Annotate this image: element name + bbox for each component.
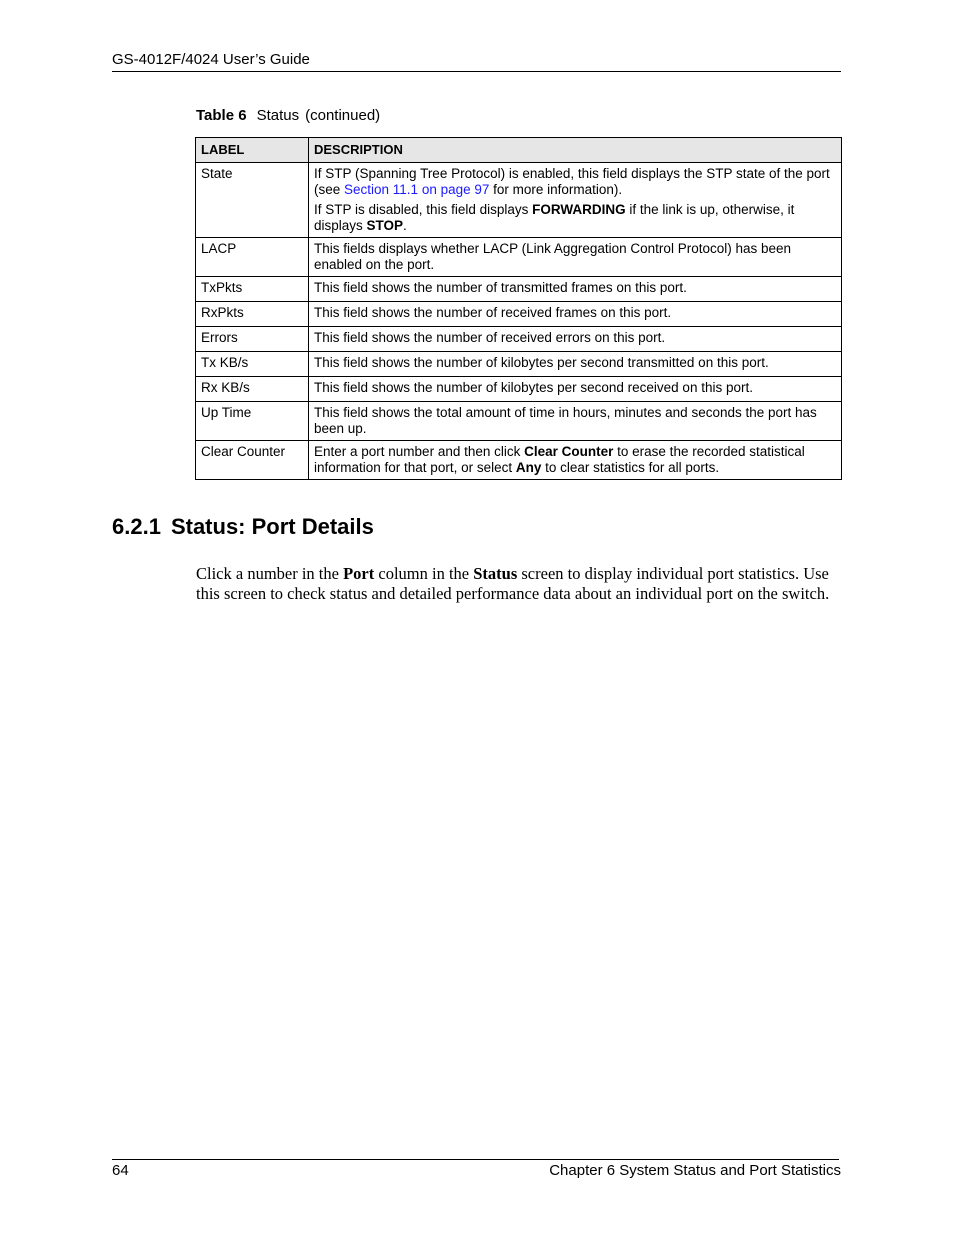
- row-label: RxPkts: [196, 302, 309, 327]
- bold-term: Status: [473, 564, 518, 583]
- table-caption-suffix: (continued): [305, 107, 381, 124]
- section-number: 6.2.1: [112, 514, 161, 539]
- bold-term: Port: [343, 564, 375, 583]
- row-description: This fields displays whether LACP (Link Aggregation Control Protocol) has been enabled on the port.: [309, 238, 842, 277]
- page-number: 64: [112, 1162, 129, 1179]
- bold-term: FORWARDING: [532, 202, 626, 217]
- table-header-row: [196, 138, 842, 163]
- row-label: Up Time: [196, 402, 309, 441]
- text-span: if the link is up, otherwise, it displays: [314, 202, 795, 233]
- table-row-errors: [196, 327, 842, 352]
- text-span: to clear statistics for all ports.: [541, 460, 720, 475]
- table-caption-label: Table 6: [196, 107, 247, 124]
- table-row-lacp: [196, 238, 842, 277]
- table-row-clear-counter: [196, 441, 842, 480]
- row-description: [309, 163, 842, 238]
- bold-term: Any: [515, 460, 542, 475]
- running-header-title: GS-4012F/4024 User’s Guide: [112, 51, 310, 68]
- table-row-txpkts: [196, 277, 842, 302]
- bold-term: STOP: [366, 218, 404, 233]
- section-link[interactable]: Section 11.1 on page 97: [344, 182, 490, 197]
- row-label: TxPkts: [196, 277, 309, 302]
- text-span: screen to display individual port statistics. Use this screen to check status and detailed performance data about an individual port on the switch.: [196, 564, 830, 603]
- table-row-rxpkts: [196, 302, 842, 327]
- row-description: This field shows the total amount of time in hours, minutes and seconds the port has been up.: [309, 402, 842, 441]
- text-span: If STP is disabled, this field displays: [314, 202, 533, 217]
- footer-chapter-title: Chapter 6 System Status and Port Statistics: [549, 1162, 841, 1179]
- table-row-rx-kbs: [196, 377, 842, 402]
- row-label: State: [196, 163, 309, 238]
- row-description: [309, 441, 842, 480]
- section-heading: [112, 514, 374, 540]
- row-description: This field shows the number of received errors on this port.: [309, 327, 842, 352]
- text-span: If STP (Spanning Tree Protocol) is enabled, this field displays the STP state of the port (see: [314, 166, 830, 197]
- text-span: column in the: [374, 564, 474, 583]
- table-row-tx-kbs: [196, 352, 842, 377]
- text-span: Enter a port number and then click: [314, 444, 525, 459]
- row-label: Clear Counter: [196, 441, 309, 480]
- row-label: Rx KB/s: [196, 377, 309, 402]
- row-label: LACP: [196, 238, 309, 277]
- text-span: for more information).: [489, 182, 623, 197]
- footer-rule: [112, 1159, 839, 1160]
- table-caption-title: Status: [256, 107, 300, 124]
- row-description: This field shows the number of transmitted frames on this port.: [309, 277, 842, 302]
- text-span: to erase the recorded statistical information for that port, or select: [314, 444, 805, 475]
- column-header-description: DESCRIPTION: [309, 138, 842, 163]
- row-label: Tx KB/s: [196, 352, 309, 377]
- state-description-disabled: [314, 202, 836, 234]
- row-description: This field shows the number of kilobytes per second received on this port.: [309, 377, 842, 402]
- bold-term: Clear Counter: [524, 444, 614, 459]
- column-header-label: LABEL: [196, 138, 309, 163]
- section-title: Status: Port Details: [170, 514, 374, 539]
- row-description: This field shows the number of received frames on this port.: [309, 302, 842, 327]
- header-rule: [112, 71, 841, 72]
- state-description-enabled: [314, 166, 836, 198]
- table-row-state: [196, 163, 842, 238]
- status-table: [195, 137, 842, 480]
- body-paragraph: [196, 564, 841, 604]
- table-row-up-time: [196, 402, 842, 441]
- text-span: Click a number in the: [196, 564, 344, 583]
- text-span: .: [403, 218, 407, 233]
- row-description: This field shows the number of kilobytes per second transmitted on this port.: [309, 352, 842, 377]
- row-label: Errors: [196, 327, 309, 352]
- table-caption: [196, 107, 380, 124]
